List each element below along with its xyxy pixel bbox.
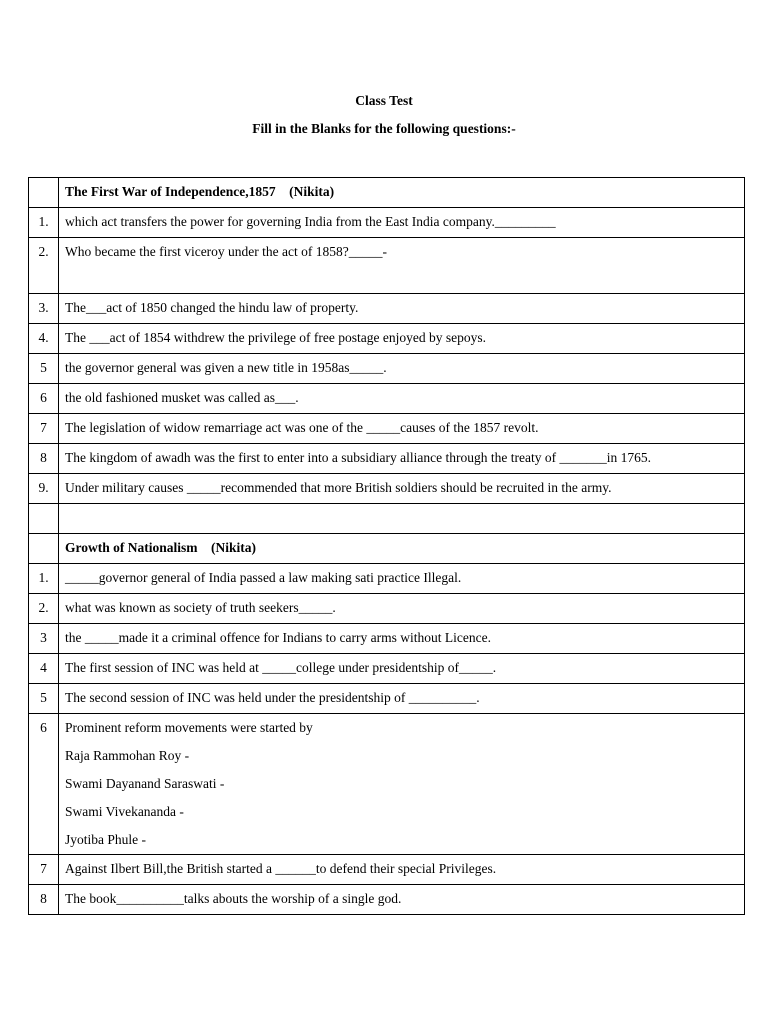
section-header-row xyxy=(29,178,745,208)
table-row xyxy=(29,474,745,504)
questions-table xyxy=(28,177,745,915)
table-row xyxy=(29,624,745,654)
empty-row xyxy=(29,504,745,534)
table-row xyxy=(29,594,745,624)
row-number: 3 xyxy=(29,624,59,654)
question-line: Swami Dayanand Saraswati - xyxy=(65,776,225,791)
row-number: 4 xyxy=(29,654,59,684)
question-text: the governor general was given a new title in 1958as_____. xyxy=(59,354,745,384)
section-heading: The First War of Independence,1857 (Nikita) xyxy=(59,178,745,208)
question-text: Against Ilbert Bill,the British started a ______to defend their special Privileges. xyxy=(59,855,745,885)
row-number: 1. xyxy=(29,564,59,594)
question-text: Under military causes _____recommended that more British soldiers should be recruited in the army. xyxy=(59,474,745,504)
question-text: The ___act of 1854 withdrew the privilege of free postage enjoyed by sepoys. xyxy=(59,324,745,354)
page-subtitle: Fill in the Blanks for the following questions:- xyxy=(252,121,516,136)
question-text: The second session of INC was held under the presidentship of __________. xyxy=(59,684,745,714)
question-line: Prominent reform movements were started by xyxy=(65,720,313,735)
empty-cell xyxy=(59,504,745,534)
question-line: Jyotiba Phule - xyxy=(65,832,146,847)
row-number: 8 xyxy=(29,885,59,915)
table-row xyxy=(29,684,745,714)
question-text: which act transfers the power for governing India from the East India company._________ xyxy=(59,208,745,238)
row-number xyxy=(29,178,59,208)
row-number xyxy=(29,534,59,564)
table-row xyxy=(29,564,745,594)
question-text: The book__________talks abouts the worship of a single god. xyxy=(59,885,745,915)
question-text: The legislation of widow remarriage act was one of the _____causes of the 1857 revolt. xyxy=(59,414,745,444)
row-number: 7 xyxy=(29,414,59,444)
section-header-row xyxy=(29,534,745,564)
table-row xyxy=(29,384,745,414)
table-row xyxy=(29,294,745,324)
page-title: Class Test xyxy=(355,93,413,108)
row-number: 2. xyxy=(29,594,59,624)
table-row xyxy=(29,354,745,384)
question-line: Swami Vivekananda - xyxy=(65,804,184,819)
row-number: 3. xyxy=(29,294,59,324)
table-row xyxy=(29,324,745,354)
row-number xyxy=(29,504,59,534)
table-row xyxy=(29,238,745,294)
question-text: the _____made it a criminal offence for Indians to carry arms without Licence. xyxy=(59,624,745,654)
question-text xyxy=(59,714,745,855)
table-row xyxy=(29,654,745,684)
row-number: 8 xyxy=(29,444,59,474)
row-number: 4. xyxy=(29,324,59,354)
row-number: 2. xyxy=(29,238,59,294)
row-number: 5 xyxy=(29,684,59,714)
question-text: The___act of 1850 changed the hindu law of property. xyxy=(59,294,745,324)
table-row xyxy=(29,208,745,238)
table-row xyxy=(29,885,745,915)
table-row xyxy=(29,855,745,885)
table-row xyxy=(29,444,745,474)
table-row xyxy=(29,714,745,855)
question-text: what was known as society of truth seekers_____. xyxy=(59,594,745,624)
question-text: The first session of INC was held at _____college under presidentship of_____. xyxy=(59,654,745,684)
question-text: Who became the first viceroy under the act of 1858?_____- xyxy=(59,238,745,294)
row-number: 9. xyxy=(29,474,59,504)
row-number: 6 xyxy=(29,714,59,855)
row-number: 7 xyxy=(29,855,59,885)
row-number: 5 xyxy=(29,354,59,384)
table-row xyxy=(29,414,745,444)
section-heading: Growth of Nationalism (Nikita) xyxy=(59,534,745,564)
row-number: 6 xyxy=(29,384,59,414)
row-number: 1. xyxy=(29,208,59,238)
question-text: the old fashioned musket was called as___. xyxy=(59,384,745,414)
question-text: _____governor general of India passed a law making sati practice Illegal. xyxy=(59,564,745,594)
question-text: The kingdom of awadh was the first to enter into a subsidiary alliance through the treaty of _______in 1765. xyxy=(59,444,745,474)
question-line: Raja Rammohan Roy - xyxy=(65,748,190,763)
